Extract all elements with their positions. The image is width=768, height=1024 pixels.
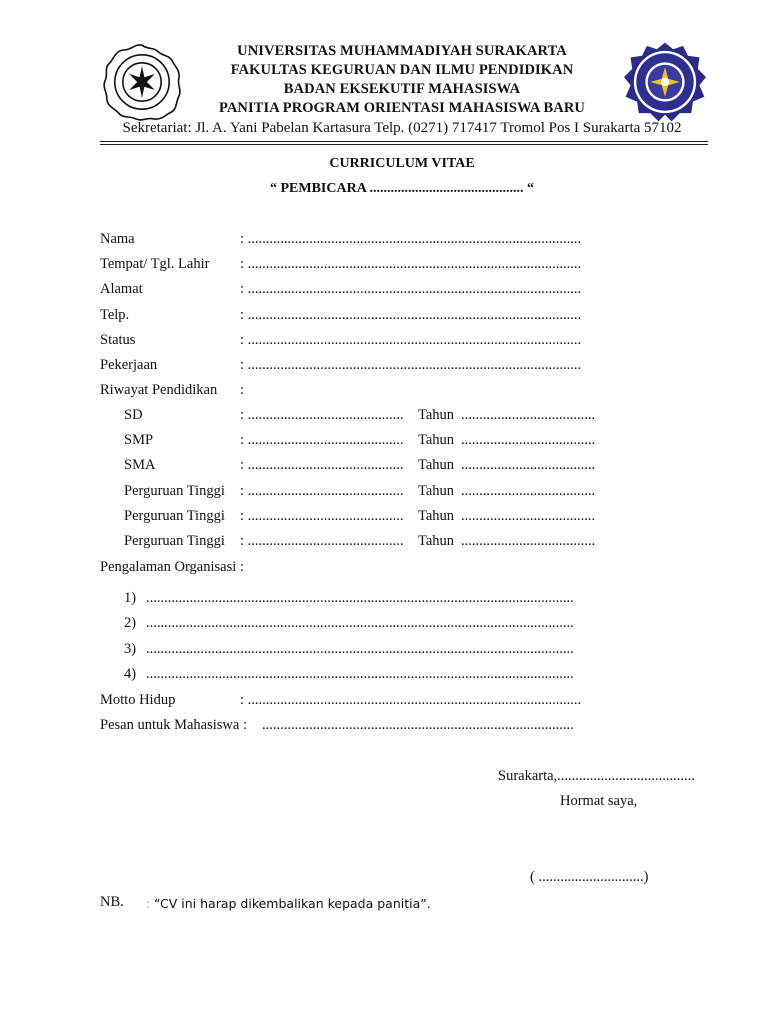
field-value-name[interactable]: : ............................................................................................ [240, 231, 582, 247]
education-school-university[interactable]: : ........................................... [240, 508, 404, 524]
education-year-label: Tahun [418, 508, 455, 524]
field-value-birth[interactable]: : ............................................................................................ [240, 256, 582, 272]
organization-entry[interactable]: ...................................................................................................................... [146, 666, 574, 682]
faculty-name: FAKULTAS KEGURUAN DAN ILMU PENDIDIKAN [230, 62, 574, 78]
education-level-university: Perguruan Tinggi [124, 508, 225, 524]
secretariat-address: Sekretariat: Jl. A. Yani Pabelan Kartasura Telp. (0271) 717417 Tromol Pos I Surakarta 57102 [122, 120, 682, 136]
organization-number: 4) [124, 666, 137, 682]
motto-label: Motto Hidup [100, 692, 176, 708]
education-level-sma: SMA [124, 457, 156, 473]
document-title: CURRICULUM VITAE [329, 156, 475, 171]
field-label-phone: Telp. [100, 307, 130, 323]
education-level-university: Perguruan Tinggi [124, 483, 225, 499]
education-school-sd[interactable]: : ........................................... [240, 407, 404, 423]
organization-number: 3) [124, 641, 137, 657]
motto-value[interactable]: : ............................................................................................ [240, 692, 582, 708]
field-value-status[interactable]: : ............................................................................................ [240, 332, 582, 348]
education-colon: : [240, 382, 245, 398]
message-label: Pesan untuk Mahasiswa : [100, 717, 247, 733]
field-label-name: Nama [100, 231, 135, 247]
education-year-university[interactable]: ..................................... [461, 508, 596, 524]
header-divider-top [100, 141, 708, 142]
education-school-smp[interactable]: : ........................................... [240, 432, 404, 448]
note-label: NB. [100, 894, 124, 910]
education-year-label: Tahun [418, 533, 455, 549]
education-year-label: Tahun [418, 432, 455, 448]
organization-number: 2) [124, 615, 137, 631]
education-year-sma[interactable]: ..................................... [461, 457, 596, 473]
education-level-smp: SMP [124, 432, 154, 448]
education-school-university[interactable]: : ........................................... [240, 533, 404, 549]
field-label-status: Status [100, 332, 136, 348]
field-label-birth: Tempat/ Tgl. Lahir [100, 256, 210, 272]
field-label-address: Alamat [100, 281, 143, 297]
organization-number: 1) [124, 590, 137, 606]
education-school-sma[interactable]: : ........................................... [240, 457, 404, 473]
organization-entry[interactable]: ...................................................................................................................... [146, 615, 574, 631]
signature-place-date[interactable]: Surakarta,...................................... [498, 768, 695, 784]
field-value-occupation[interactable]: : ............................................................................................ [240, 357, 582, 373]
education-label: Riwayat Pendidikan [100, 382, 218, 398]
education-year-label: Tahun [418, 483, 455, 499]
header-divider-bottom [100, 144, 708, 145]
university-name: UNIVERSITAS MUHAMMADIYAH SURAKARTA [237, 43, 567, 59]
education-level-sd: SD [124, 407, 143, 423]
organization-label: Pengalaman Organisasi : [100, 559, 244, 575]
education-year-label: Tahun [418, 407, 455, 423]
speaker-subtitle: “ PEMBICARA ............................................ “ [269, 181, 535, 196]
note-colon: : [146, 896, 151, 911]
education-school-university[interactable]: : ........................................... [240, 483, 404, 499]
field-value-phone[interactable]: : ............................................................................................ [240, 307, 582, 323]
note-text: “CV ini harap dikembalikan kepada panitia”. [154, 896, 431, 911]
education-year-university[interactable]: ..................................... [461, 483, 596, 499]
signature-closing: Hormat saya, [560, 793, 638, 809]
committee-name: PANITIA PROGRAM ORIENTASI MAHASISWA BARU [218, 100, 585, 116]
organization-entry[interactable]: ...................................................................................................................... [146, 641, 574, 657]
field-value-address[interactable]: : ............................................................................................ [240, 281, 582, 297]
field-label-occupation: Pekerjaan [100, 357, 158, 373]
education-year-smp[interactable]: ..................................... [461, 432, 596, 448]
education-year-sd[interactable]: ..................................... [461, 407, 596, 423]
message-value[interactable]: ...................................................................................... [262, 717, 574, 733]
education-year-university[interactable]: ..................................... [461, 533, 596, 549]
signature-name[interactable]: ( .............................) [530, 869, 649, 885]
student-body-name: BADAN EKSEKUTIF MAHASISWA [283, 81, 521, 97]
education-year-label: Tahun [418, 457, 455, 473]
education-level-university: Perguruan Tinggi [124, 533, 225, 549]
organization-entry[interactable]: ...................................................................................................................... [146, 590, 574, 606]
